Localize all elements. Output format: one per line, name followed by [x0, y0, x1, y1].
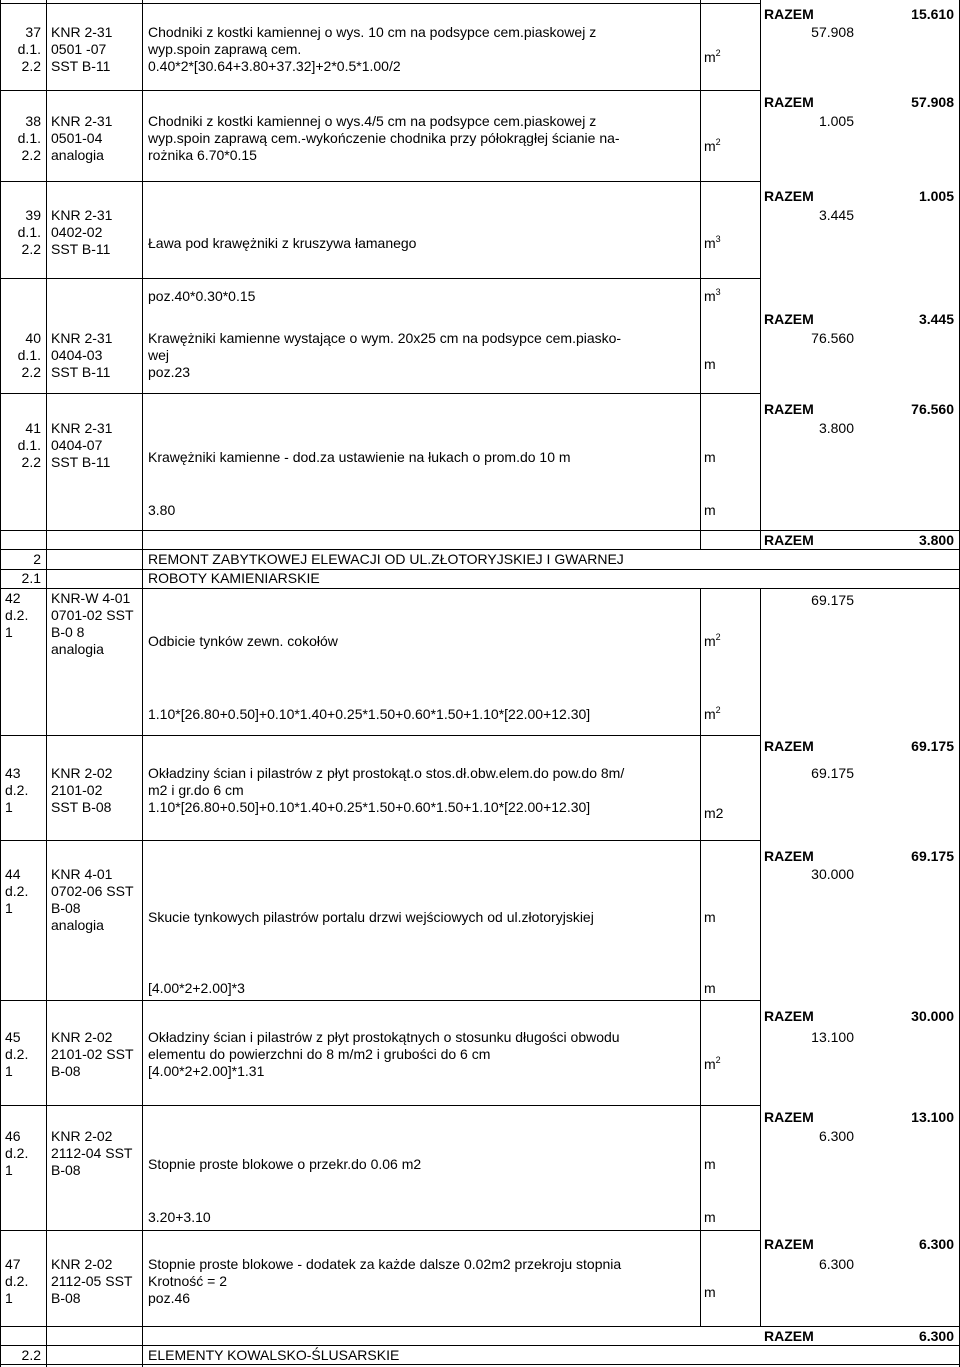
- section-title: ELEMENTY KOWALSKO-ŚLUSARSKIE: [148, 1347, 400, 1363]
- razem-value: 69.175: [911, 738, 954, 754]
- razem-label: RAZEM: [764, 1328, 814, 1344]
- razem-label: RAZEM: [764, 1008, 814, 1024]
- item-unit: $m^2$: [704, 48, 721, 65]
- item-description: Odbicie tynków zewn. cokołów: [148, 633, 338, 649]
- row-divider: [0, 1105, 760, 1106]
- column-divider: [700, 0, 701, 550]
- column-divider: [0, 0, 1, 1367]
- item-code: KNR 2-02 2112-05 SST B-08: [51, 1256, 133, 1306]
- item-dno: d.1. 2.2: [17, 41, 41, 74]
- item-code: KNR 2-02 2101-02 SST B-08: [51, 1029, 134, 1079]
- item-number: 37: [25, 24, 41, 40]
- calc-line: [4.00*2+2.00]*3: [148, 980, 245, 996]
- item-description: Okładziny ścian i pilastrów z płyt prostokątnych o stosunku długości obwodu elementu do powierzchni do 8 m/m2 i grubości do 6 cm [4.00*2+2.00]*1.31: [148, 1029, 620, 1079]
- item-code: KNR 2-31 0501 -07 SST B-11: [51, 24, 113, 74]
- item-quantity: 6.300: [818, 1128, 854, 1144]
- item-dno: d.1. 2.2: [17, 347, 41, 380]
- item-description: Stopnie proste blokowe o przekr.do 0.06 m2: [148, 1156, 422, 1172]
- item-code: KNR 2-31 0404-03 SST B-11: [51, 330, 113, 380]
- item-dno: d.2. 1: [5, 1273, 29, 1306]
- row-divider: [0, 1326, 960, 1327]
- razem-value: 6.300: [918, 1236, 954, 1252]
- razem-value: 76.560: [911, 401, 954, 417]
- item-unit: m2: [704, 805, 724, 821]
- item-dno: d.2. 1: [5, 1145, 29, 1178]
- item-quantity: 76.560: [811, 330, 854, 346]
- calc-unit: $m^3$: [704, 287, 721, 304]
- razem-value: 69.175: [911, 848, 954, 864]
- item-description: Ława pod krawężniki z kruszywa łamanego: [148, 235, 417, 251]
- section-number: 2.1: [21, 570, 41, 586]
- section-number: 2.2: [21, 1347, 41, 1363]
- item-unit: $m^3$: [704, 234, 721, 251]
- item-code: KNR-W 4-01 0701-02 SST B-0 8 analogia: [51, 590, 134, 657]
- razem-value: 3.445: [918, 311, 954, 327]
- row-divider: [0, 1230, 760, 1231]
- item-dno: d.2. 1: [5, 883, 29, 916]
- razem-label: RAZEM: [764, 188, 814, 204]
- item-code: KNR 2-02 2101-02 SST B-08: [51, 765, 113, 815]
- column-divider: [142, 0, 143, 1367]
- razem-value: 3.800: [918, 532, 954, 548]
- item-unit: m: [704, 356, 716, 372]
- razem-label: RAZEM: [764, 1109, 814, 1125]
- razem-label: RAZEM: [764, 401, 814, 417]
- row-divider: [0, 181, 760, 182]
- row-divider: [0, 549, 960, 550]
- item-unit: $m^2$: [704, 137, 721, 154]
- razem-label: RAZEM: [764, 848, 814, 864]
- row-divider: [0, 735, 760, 736]
- razem-label: RAZEM: [764, 532, 814, 548]
- item-description: Skucie tynkowych pilastrów portalu drzwi wejściowych od ul.złotoryjskiej: [148, 909, 594, 925]
- row-divider: [0, 1364, 960, 1365]
- item-quantity: 1.005: [818, 113, 854, 129]
- item-number: 45: [5, 1029, 21, 1045]
- section-number: 2: [33, 551, 41, 567]
- item-number: 42: [5, 590, 21, 606]
- calc-unit: m: [704, 502, 716, 518]
- razem-value: 13.100: [911, 1109, 954, 1125]
- calc-line: 3.80: [148, 502, 176, 518]
- item-code: KNR 2-31 0404-07 SST B-11: [51, 420, 113, 470]
- calc-unit: m: [704, 1209, 716, 1225]
- item-number: 41: [25, 420, 41, 436]
- razem-value: 6.300: [918, 1328, 954, 1344]
- item-number: 43: [5, 765, 21, 781]
- row-divider: [0, 90, 760, 91]
- item-description: Chodniki z kostki kamiennej o wys.4/5 cm na podsypce cem.piaskowej z wyp.spoin zaprawą cem.-wykończenie chodnika przy półokrągłej ścianie na- rożnika 6.70*0.15: [148, 113, 620, 163]
- column-divider: [760, 588, 761, 1326]
- razem-value: 57.908: [911, 94, 954, 110]
- column-divider: [46, 0, 47, 1367]
- item-dno: d.2. 1: [5, 782, 29, 815]
- item-unit: m: [704, 1156, 716, 1172]
- row-divider: [0, 278, 760, 279]
- razem-value: 30.000: [911, 1008, 954, 1024]
- razem-label: RAZEM: [764, 6, 814, 22]
- item-quantity: 13.100: [811, 1029, 854, 1045]
- razem-value: 15.610: [911, 6, 954, 22]
- row-divider: [0, 1345, 960, 1346]
- item-unit: m: [704, 449, 716, 465]
- item-dno: d.2. 1: [5, 1046, 29, 1079]
- calc-line: 1.10*[26.80+0.50]+0.10*1.40+0.25*1.50+0.60*1.50+1.10*[22.00+12.30]: [148, 706, 591, 722]
- column-divider: [760, 0, 761, 550]
- calc-line: poz.40*0.30*0.15: [148, 288, 256, 304]
- item-number: 44: [5, 866, 21, 882]
- row-divider: [0, 840, 760, 841]
- item-code: KNR 2-02 2112-04 SST B-08: [51, 1128, 133, 1178]
- item-unit: m: [704, 909, 716, 925]
- row-divider: [0, 3, 760, 4]
- item-code: KNR 2-31 0501-04 analogia: [51, 113, 113, 163]
- row-divider: [0, 588, 960, 589]
- item-description: Stopnie proste blokowe - dodatek za każde dalsze 0.02m2 przekroju stopnia Krotność = 2 poz.46: [148, 1256, 622, 1306]
- item-quantity: 6.300: [818, 1256, 854, 1272]
- item-description: Chodniki z kostki kamiennej o wys. 10 cm na podsypce cem.piaskowej z wyp.spoin zaprawą cem. 0.40*2*[30.64+3.80+37.32]+2*0.5*1.00/2: [148, 24, 597, 74]
- item-code: KNR 4-01 0702-06 SST B-08 analogia: [51, 866, 134, 933]
- item-quantity: 57.908: [811, 24, 854, 40]
- item-number: 40: [25, 330, 41, 346]
- item-description: Okładziny ścian i pilastrów z płyt prostokąt.o stos.dł.obw.elem.do pow.do 8m/ m2 i gr.do 6 cm 1.10*[26.80+0.50]+0.10*1.40+0.25*1.50+0.60*1.50+1.10*[22.00+12.30]: [148, 765, 625, 815]
- item-dno: d.1. 2.2: [17, 437, 41, 470]
- item-quantity: 69.175: [811, 592, 854, 608]
- item-dno: d.2. 1: [5, 607, 29, 640]
- item-quantity: 30.000: [811, 866, 854, 882]
- row-divider: [0, 569, 960, 570]
- row-divider: [0, 1000, 760, 1001]
- column-divider: [700, 588, 701, 1326]
- item-quantity: 3.445: [818, 207, 854, 223]
- item-dno: d.1. 2.2: [17, 224, 41, 257]
- razem-value: 1.005: [918, 188, 954, 204]
- item-description: Krawężniki kamienne - dod.za ustawienie na łukach o prom.do 10 m: [148, 449, 571, 465]
- item-number: 38: [25, 113, 41, 129]
- item-number: 39: [25, 207, 41, 223]
- razem-label: RAZEM: [764, 1236, 814, 1252]
- item-quantity: 69.175: [811, 765, 854, 781]
- item-quantity: 3.800: [818, 420, 854, 436]
- item-unit: $m^2$: [704, 1055, 721, 1072]
- item-unit: m: [704, 1284, 716, 1300]
- razem-label: RAZEM: [764, 311, 814, 327]
- item-unit: $m^2$: [704, 632, 721, 649]
- razem-label: RAZEM: [764, 94, 814, 110]
- item-description: Krawężniki kamienne wystające o wym. 20x25 cm na podsypce cem.piasko- wej poz.23: [148, 330, 622, 380]
- item-number: 46: [5, 1128, 21, 1144]
- calc-unit: $m^2$: [704, 705, 721, 722]
- row-divider: [0, 530, 960, 531]
- item-code: KNR 2-31 0402-02 SST B-11: [51, 207, 113, 257]
- section-title: REMONT ZABYTKOWEJ ELEWACJI OD UL.ZŁOTORYJSKIEJ I GWARNEJ: [148, 551, 624, 567]
- calc-line: 3.20+3.10: [148, 1209, 211, 1225]
- row-divider: [0, 393, 760, 394]
- razem-label: RAZEM: [764, 738, 814, 754]
- item-dno: d.1. 2.2: [17, 130, 41, 163]
- item-number: 47: [5, 1256, 21, 1272]
- section-title: ROBOTY KAMIENIARSKIE: [148, 570, 320, 586]
- calc-unit: m: [704, 980, 716, 996]
